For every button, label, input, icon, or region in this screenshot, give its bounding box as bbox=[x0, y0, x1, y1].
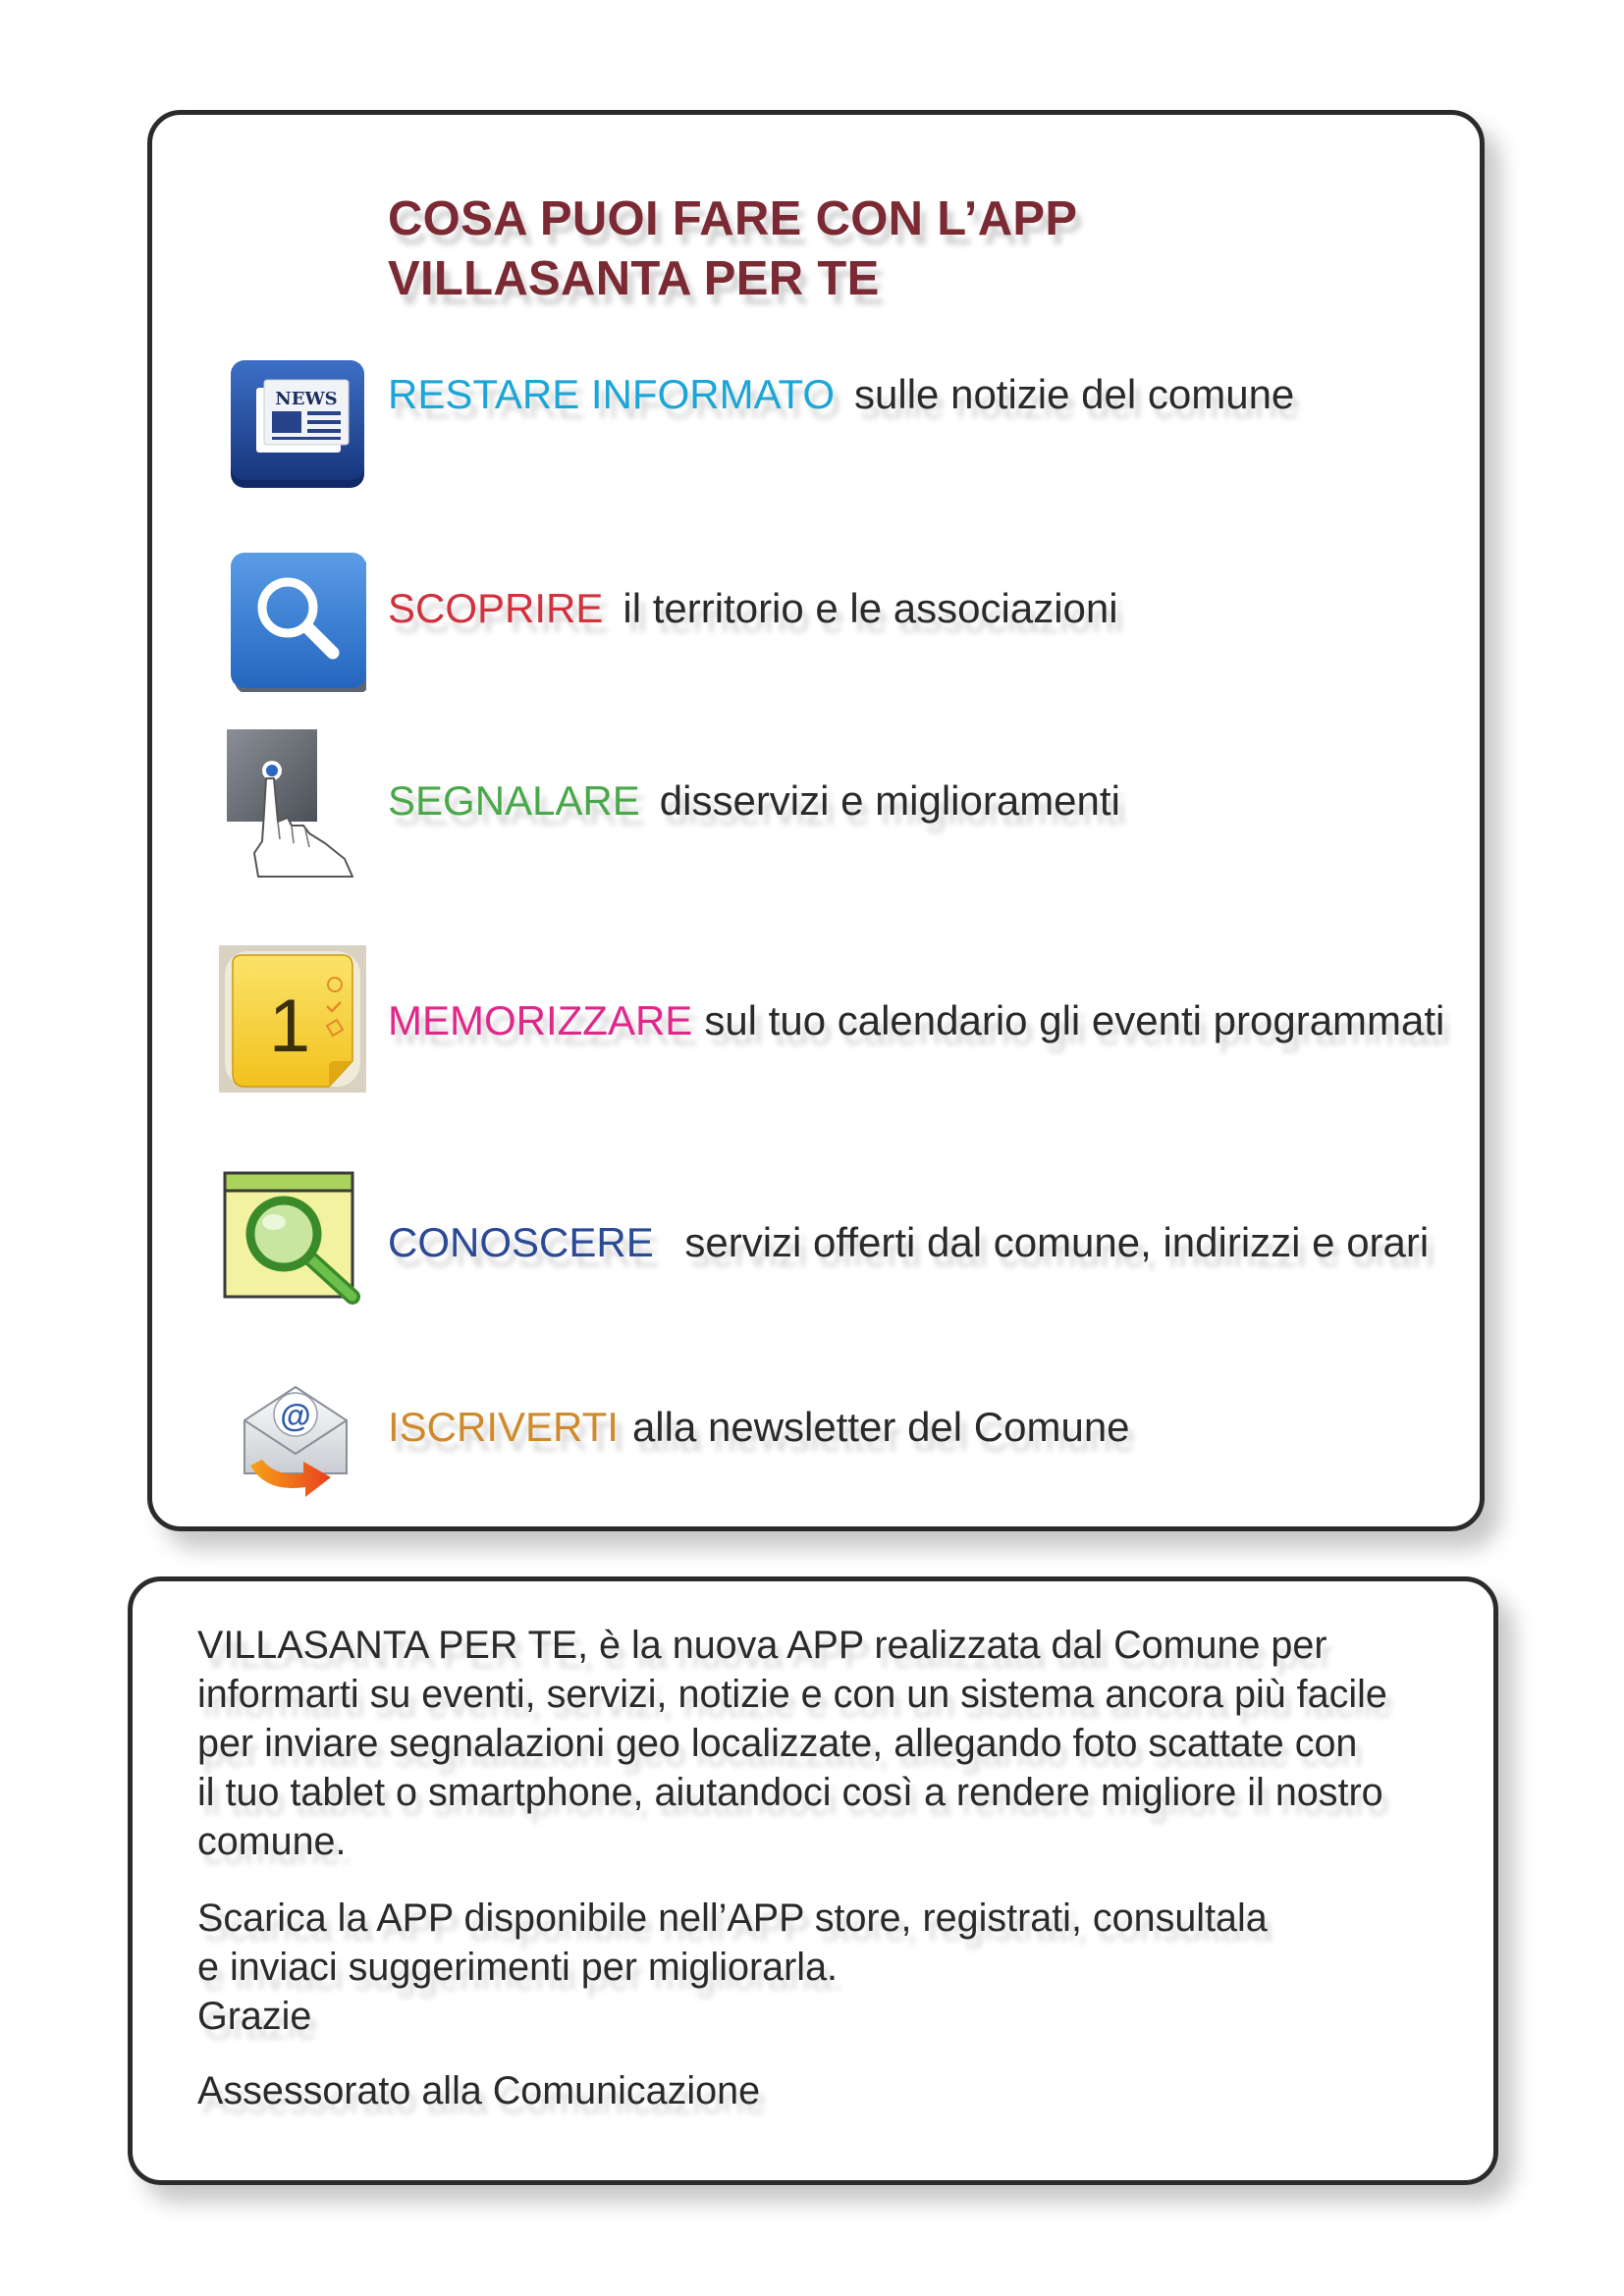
feature-conoscere bbox=[152, 1167, 1480, 1324]
feature-description: sulle notizie del comune bbox=[854, 371, 1295, 417]
feature-text-4 bbox=[388, 996, 1444, 1045]
intro-line: per inviare segnalazioni geo localizzate, allegando foto scattate con bbox=[197, 1722, 1358, 1765]
feature-keyword: SCOPRIRE bbox=[388, 585, 604, 631]
download-paragraph bbox=[197, 1894, 1268, 2041]
features-box bbox=[147, 110, 1485, 1531]
feature-restare-informato bbox=[152, 350, 1480, 507]
intro-line: il tuo tablet o smartphone, aiutandoci così a rendere migliore il nostro bbox=[197, 1771, 1383, 1814]
info-box bbox=[128, 1576, 1498, 2185]
feature-keyword: RESTARE INFORMATO bbox=[388, 371, 836, 417]
browser-search-icon bbox=[219, 1167, 366, 1314]
page-title bbox=[388, 189, 1077, 309]
feature-description: alla newsletter del Comune bbox=[631, 1404, 1130, 1450]
intro-line: VILLASANTA PER TE, è la nuova APP realizzata dal Comune per bbox=[197, 1624, 1327, 1667]
svg-text:NEWS: NEWS bbox=[275, 389, 338, 409]
feature-iscriverti bbox=[152, 1371, 1480, 1528]
feature-keyword: SEGNALARE bbox=[388, 777, 640, 824]
intro-line: comune. bbox=[197, 1820, 347, 1863]
feature-memorizzare bbox=[152, 945, 1480, 1102]
download-line: Scarica la APP disponibile nell’APP store, registrati, consultala bbox=[197, 1896, 1268, 1940]
download-line: e inviaci suggerimenti per migliorarla. bbox=[197, 1946, 839, 1989]
svg-text:1: 1 bbox=[268, 985, 311, 1068]
touch-finger-icon bbox=[219, 723, 366, 871]
feature-description: servizi offerti dal comune, indirizzi e orari bbox=[673, 1219, 1430, 1265]
search-magnifier-icon bbox=[219, 545, 366, 692]
email-newsletter-icon bbox=[237, 1371, 384, 1519]
feature-text-2 bbox=[388, 584, 1118, 633]
feature-description: il territorio e le associazioni bbox=[623, 585, 1118, 631]
news-icon bbox=[219, 350, 366, 498]
feature-text-6 bbox=[388, 1403, 1130, 1452]
feature-description: sul tuo calendario gli eventi programmati bbox=[704, 997, 1445, 1043]
title-line-1: COSA PUOI FARE CON L’APP bbox=[388, 192, 1078, 245]
feature-segnalare bbox=[152, 723, 1480, 881]
intro-paragraph bbox=[197, 1621, 1387, 1866]
feature-text-5 bbox=[388, 1218, 1429, 1267]
signature-line: Assessorato alla Comunicazione bbox=[197, 2069, 761, 2112]
calendar-icon bbox=[219, 945, 366, 1093]
feature-description: disservizi e miglioramenti bbox=[659, 777, 1120, 824]
feature-text-3 bbox=[388, 776, 1120, 826]
feature-keyword: CONOSCERE bbox=[388, 1219, 654, 1265]
feature-scoprire bbox=[152, 547, 1480, 704]
svg-text:@: @ bbox=[280, 1398, 311, 1433]
feature-keyword: ISCRIVERTI bbox=[388, 1404, 619, 1450]
feature-keyword: MEMORIZZARE bbox=[388, 997, 693, 1043]
feature-text-1 bbox=[388, 370, 1294, 419]
intro-line: informarti su eventi, servizi, notizie e con un sistema ancora più facile bbox=[197, 1673, 1387, 1716]
signature bbox=[197, 2066, 760, 2115]
thanks-line: Grazie bbox=[197, 1995, 312, 2038]
title-line-2: VILLASANTA PER TE bbox=[388, 252, 880, 305]
